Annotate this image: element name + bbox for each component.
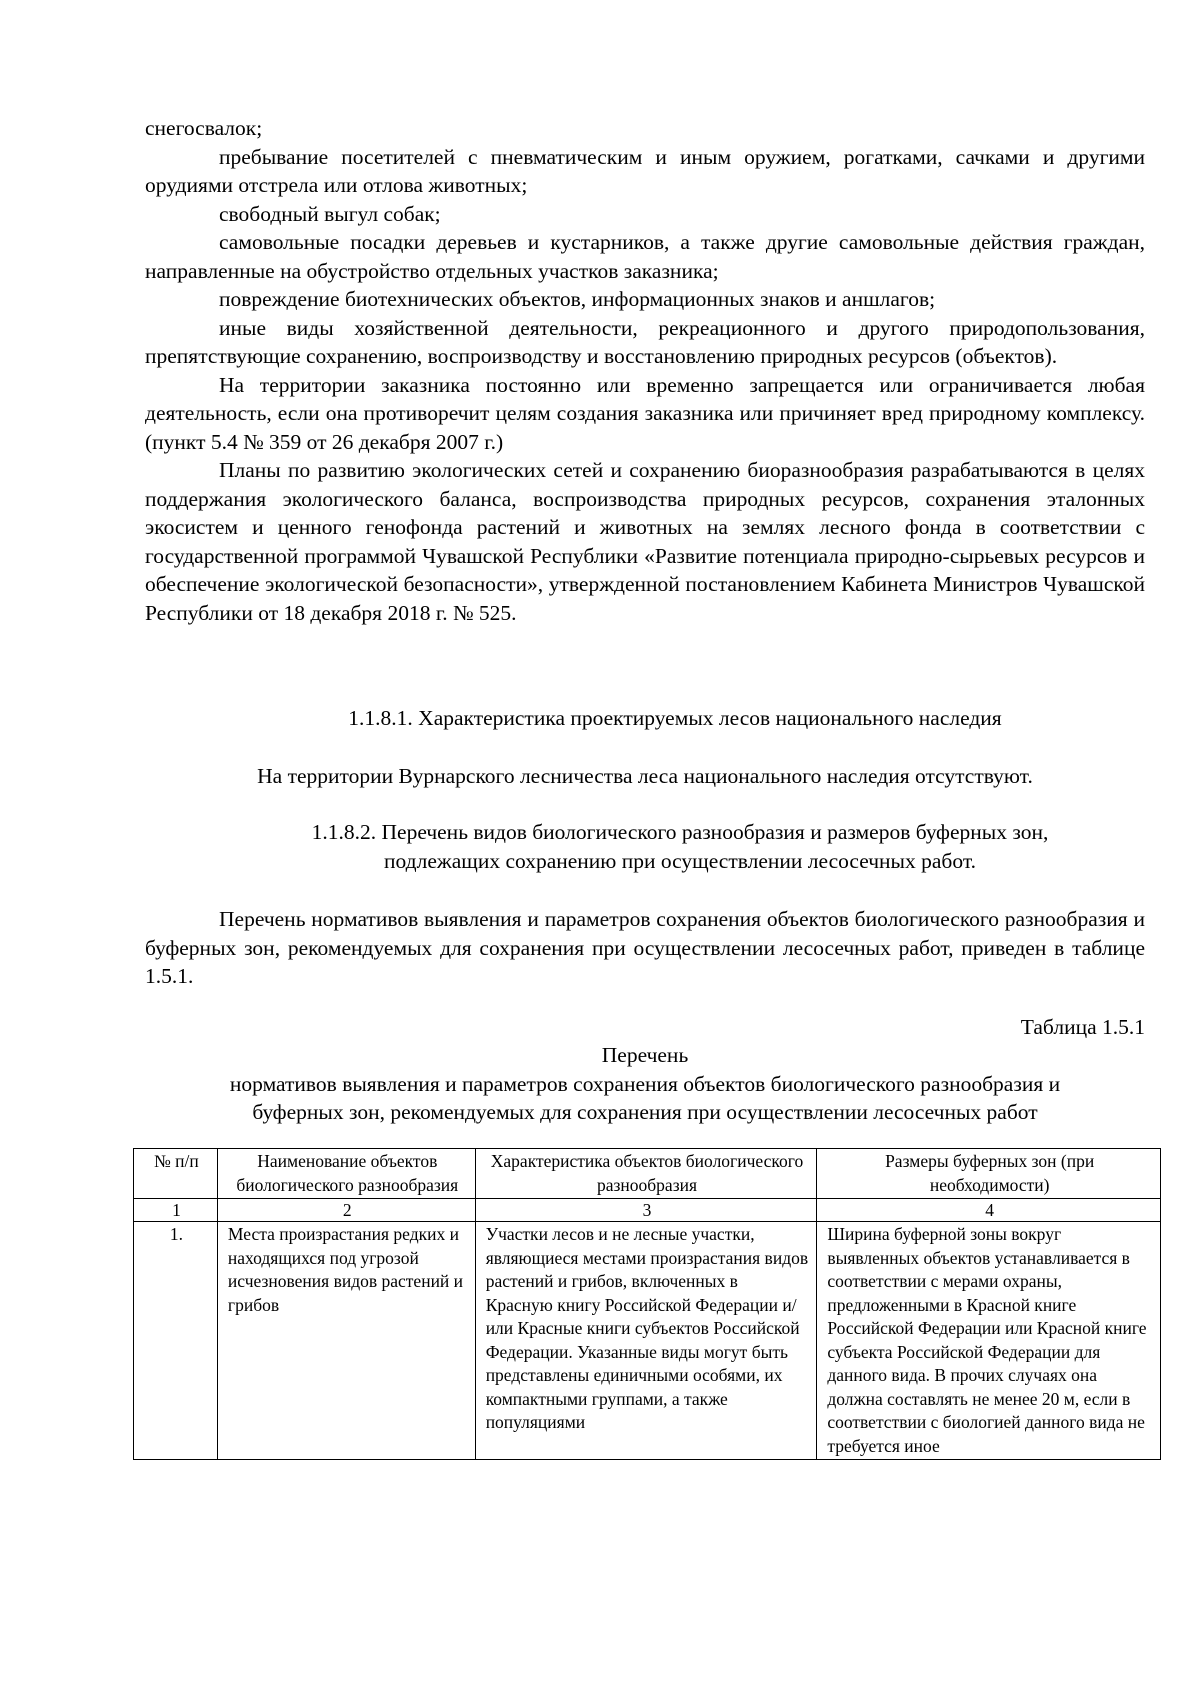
table-cell: Места произрастания редких и находящихся под угрозой исчезновения видов растений и грибов [217, 1222, 475, 1460]
section-text: На территории Вурнарского лесничества леса национального наследия отсутствуют. [257, 764, 1033, 788]
paragraph: Планы по развитию экологических сетей и сохранению биоразнообразия разрабатываются в целях поддержания экологического баланса, воспроизводства природных ресурсов, сохранения эталонных экосистем и ценного генофонда растений и животных на землях лесного фонда в соответствии с государственной программой Чувашской Республики «Развитие потенциала природно-сырьевых ресурсов и обеспечение экологической безопасности», утвержденной постановлением Кабинета Министров Чувашской Республики от 18 декабря 2018 г. № 525. [145, 458, 1145, 625]
table-header-cell: № п/п [134, 1149, 218, 1199]
table-cell: Ширина буферной зоны вокруг выявленных объектов устанавливается в соответствии с мерами охраны, предложенными в Красной книге Российской Федерации или Красной книге субъекта Российской Федерации для данного вида. В прочих случаях она должна составлять не менее 20 м, если в соответствии с биологией данного вида не требуется иное [817, 1222, 1161, 1460]
table-row [134, 1222, 1161, 1460]
section-heading-line: 1.1.8.2. Перечень видов биологического разнообразия и размеров буферных зон, [311, 820, 1049, 844]
paragraph: иные виды хозяйственной деятельности, рекреационного и другого природопользования, препятствующие сохранению, воспроизводству и восстановлению природных ресурсов (объектов). [145, 315, 1145, 368]
table-number-cell: 1 [134, 1199, 218, 1222]
paragraph: свободный выгул собак; [219, 201, 441, 226]
biodiversity-table [133, 1148, 1161, 1460]
table-label: Таблица 1.5.1 [1020, 1015, 1145, 1039]
table-header-cell: Наименование объектов биологического разнообразия [217, 1149, 475, 1199]
paragraph: пребывание посетителей с пневматическим и иным оружием, рогатками, сачками и другими орудиями отстрела или отлова животных; [145, 144, 1145, 197]
table-header-cell: Характеристика объектов биологического разнообразия [475, 1149, 817, 1199]
table-number-cell: 3 [475, 1199, 817, 1222]
table-title-line: нормативов выявления и параметров сохранения объектов биологического разнообразия и [229, 1071, 1061, 1096]
paragraph: повреждение биотехнических объектов, информационных знаков и аншлагов; [219, 287, 936, 311]
paragraph: снегосвалок; [145, 116, 263, 140]
body-text [145, 114, 1145, 627]
section-heading: 1.1.8.1. Характеристика проектируемых лесов национального наследия [348, 706, 1002, 730]
table-number-cell: 4 [817, 1199, 1161, 1222]
table-number-row [134, 1199, 1161, 1222]
paragraph: На территории заказника постоянно или временно запрещается или ограничивается любая деятельность, если она противоречит целям создания заказника или причиняет вред природному комплексу. (пункт 5.4 № 359 от 26 декабря 2007 г.) [145, 372, 1145, 454]
table-number-cell: 2 [217, 1199, 475, 1222]
section-heading-line: подлежащих сохранению при осуществлении лесосечных работ. [384, 848, 976, 873]
table-cell: Участки лесов и не лесные участки, являющиеся местами произрастания видов растений и грибов, включенных в Красную книгу Российской Федерации и/или Красные книги субъектов Российской Федерации. Указанные виды могут быть представлены единичными особями, их компактными группами, а также популяциями [475, 1222, 817, 1460]
section-heading-2 [200, 818, 1160, 875]
table-title-line: буферных зон, рекомендуемых для сохранения при осуществлении лесосечных работ [252, 1100, 1038, 1124]
intro-paragraph: Перечень нормативов выявления и параметров сохранения объектов биологического разнообразия и буферных зон, рекомендуемых для сохранения при осуществлении лесосечных работ, приведен в таблице 1.5.1. [145, 907, 1145, 988]
paragraph: самовольные посадки деревьев и кустарников, а также другие самовольные действия граждан, направленные на обустройство отдельных участков заказника; [145, 230, 1145, 283]
table-title-line: Перечень [601, 1043, 689, 1067]
table-header-row [134, 1149, 1161, 1199]
table-header-cell: Размеры буферных зон (при необходимости) [817, 1149, 1161, 1199]
table-title [105, 1041, 1185, 1127]
table-cell: 1. [134, 1222, 218, 1460]
